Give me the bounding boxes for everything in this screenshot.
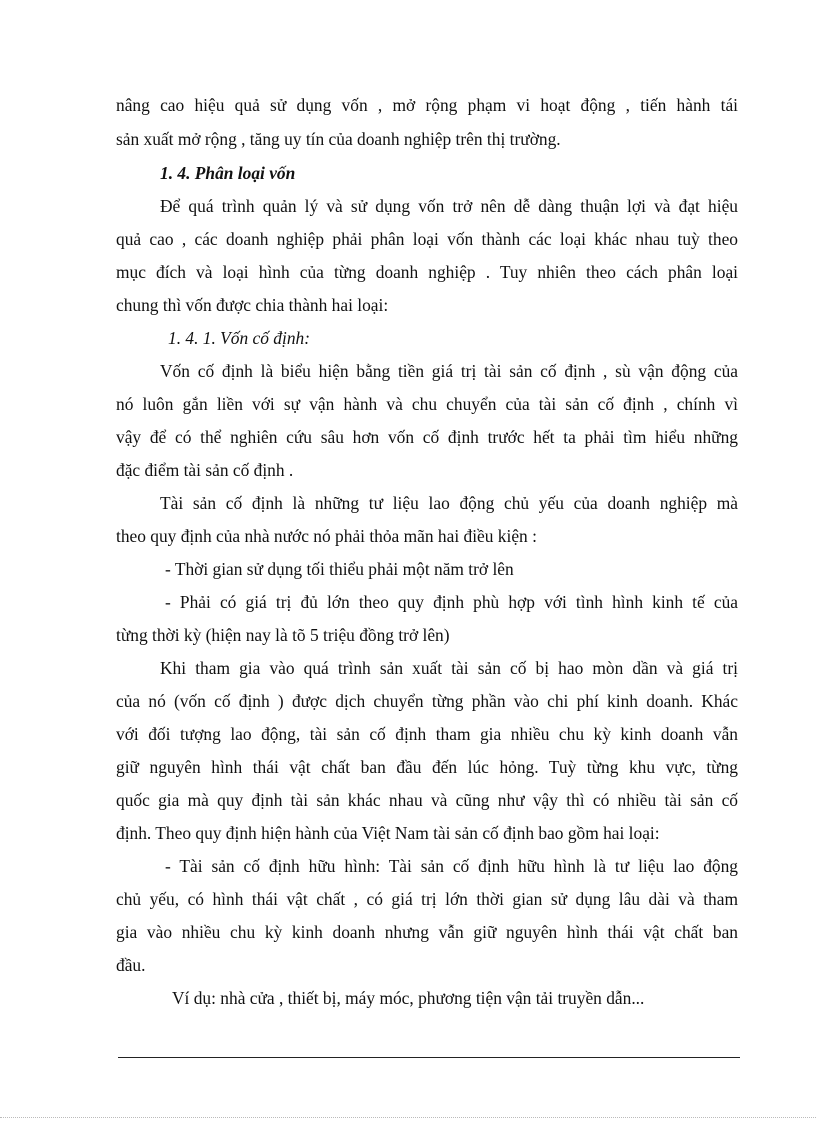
list-item: - Thời gian sử dụng tối thiểu phải một năm trở lên: [165, 559, 514, 579]
text-line: nâng cao hiệu quả sử dụng vốn , mở rộng phạm vi hoạt động , tiến hành tái: [116, 95, 738, 115]
text-line: định. Theo quy định hiện hành của Việt Nam tài sản cố định bao gồm hai loại:: [116, 823, 660, 843]
text-line: Khi tham gia vào quá trình sản xuất tài sản cố bị hao mòn dần và giá trị: [160, 658, 738, 678]
text-line: Tài sản cố định là những tư liệu lao động chủ yếu của doanh nghiệp mà: [160, 493, 738, 513]
text-line: từng thời kỳ (hiện nay là tõ 5 triệu đồng trở lên): [116, 625, 450, 645]
page-bottom-edge: [0, 1117, 816, 1118]
text-line: Để quá trình quản lý và sử dụng vốn trở nên dễ dàng thuận lợi và đạt hiệu: [160, 196, 738, 216]
text-line: với đối tượng lao động, tài sản cố định tham gia nhiều chu kỳ kinh doanh vẫn: [116, 724, 738, 744]
list-item: - Tài sản cố định hữu hình: Tài sản cố định hữu hình là tư liệu lao động: [165, 856, 738, 876]
text-line: chủ yếu, có hình thái vật chất , có giá trị lớn thời gian sử dụng lâu dài và tham: [116, 889, 738, 909]
text-line: vậy để có thể nghiên cứu sâu hơn vốn cố định trước hết ta phải tìm hiểu những: [116, 427, 738, 447]
example-line: Ví dụ: nhà cửa , thiết bị, máy móc, phương tiện vận tải truyền dẫn...: [172, 988, 645, 1008]
text-line: theo quy định của nhà nước nó phải thỏa mãn hai điều kiện :: [116, 526, 537, 546]
text-line: mục đích và loại hình của từng doanh nghiệp . Tuy nhiên theo cách phân loại: [116, 262, 738, 282]
text-line: giữ nguyên hình thái vật chất ban đầu đến lúc hỏng. Tuỳ từng khu vực, từng: [116, 757, 738, 777]
text-line: đặc điểm tài sản cố định .: [116, 460, 294, 480]
subsection-heading: 1. 4. 1. Vốn cố định:: [168, 328, 311, 348]
section-heading: 1. 4. Phân loại vốn: [160, 163, 296, 183]
text-line: đầu.: [116, 955, 146, 975]
text-line: chung thì vốn được chia thành hai loại:: [116, 295, 389, 315]
list-item: - Phải có giá trị đủ lớn theo quy định phù hợp với tình hình kinh tế của: [165, 592, 738, 612]
text-line: sản xuất mở rộng , tăng uy tín của doanh nghiệp trên thị trường.: [116, 129, 561, 149]
text-line: gia vào nhiều chu kỳ kinh doanh nhưng vẫn giữ nguyên hình thái vật chất ban: [116, 922, 738, 942]
footer-rule: [118, 1057, 740, 1058]
text-line: quả cao , các doanh nghiệp phải phân loại vốn thành các loại khác nhau tuỳ theo: [116, 229, 738, 249]
text-line: Vốn cố định là biểu hiện bằng tiền giá trị tài sản cố định , sù vận động của: [160, 361, 738, 381]
text-line: nó luôn gắn liền với sự vận hành và chu chuyển của tài sản cố định , chính vì: [116, 394, 738, 414]
text-line: của nó (vốn cố định ) được dịch chuyển từng phần vào chi phí kinh doanh. Khác: [116, 691, 738, 711]
text-line: quốc gia mà quy định tài sản khác nhau và cũng như vậy thì có nhiều tài sản cố: [116, 790, 738, 810]
